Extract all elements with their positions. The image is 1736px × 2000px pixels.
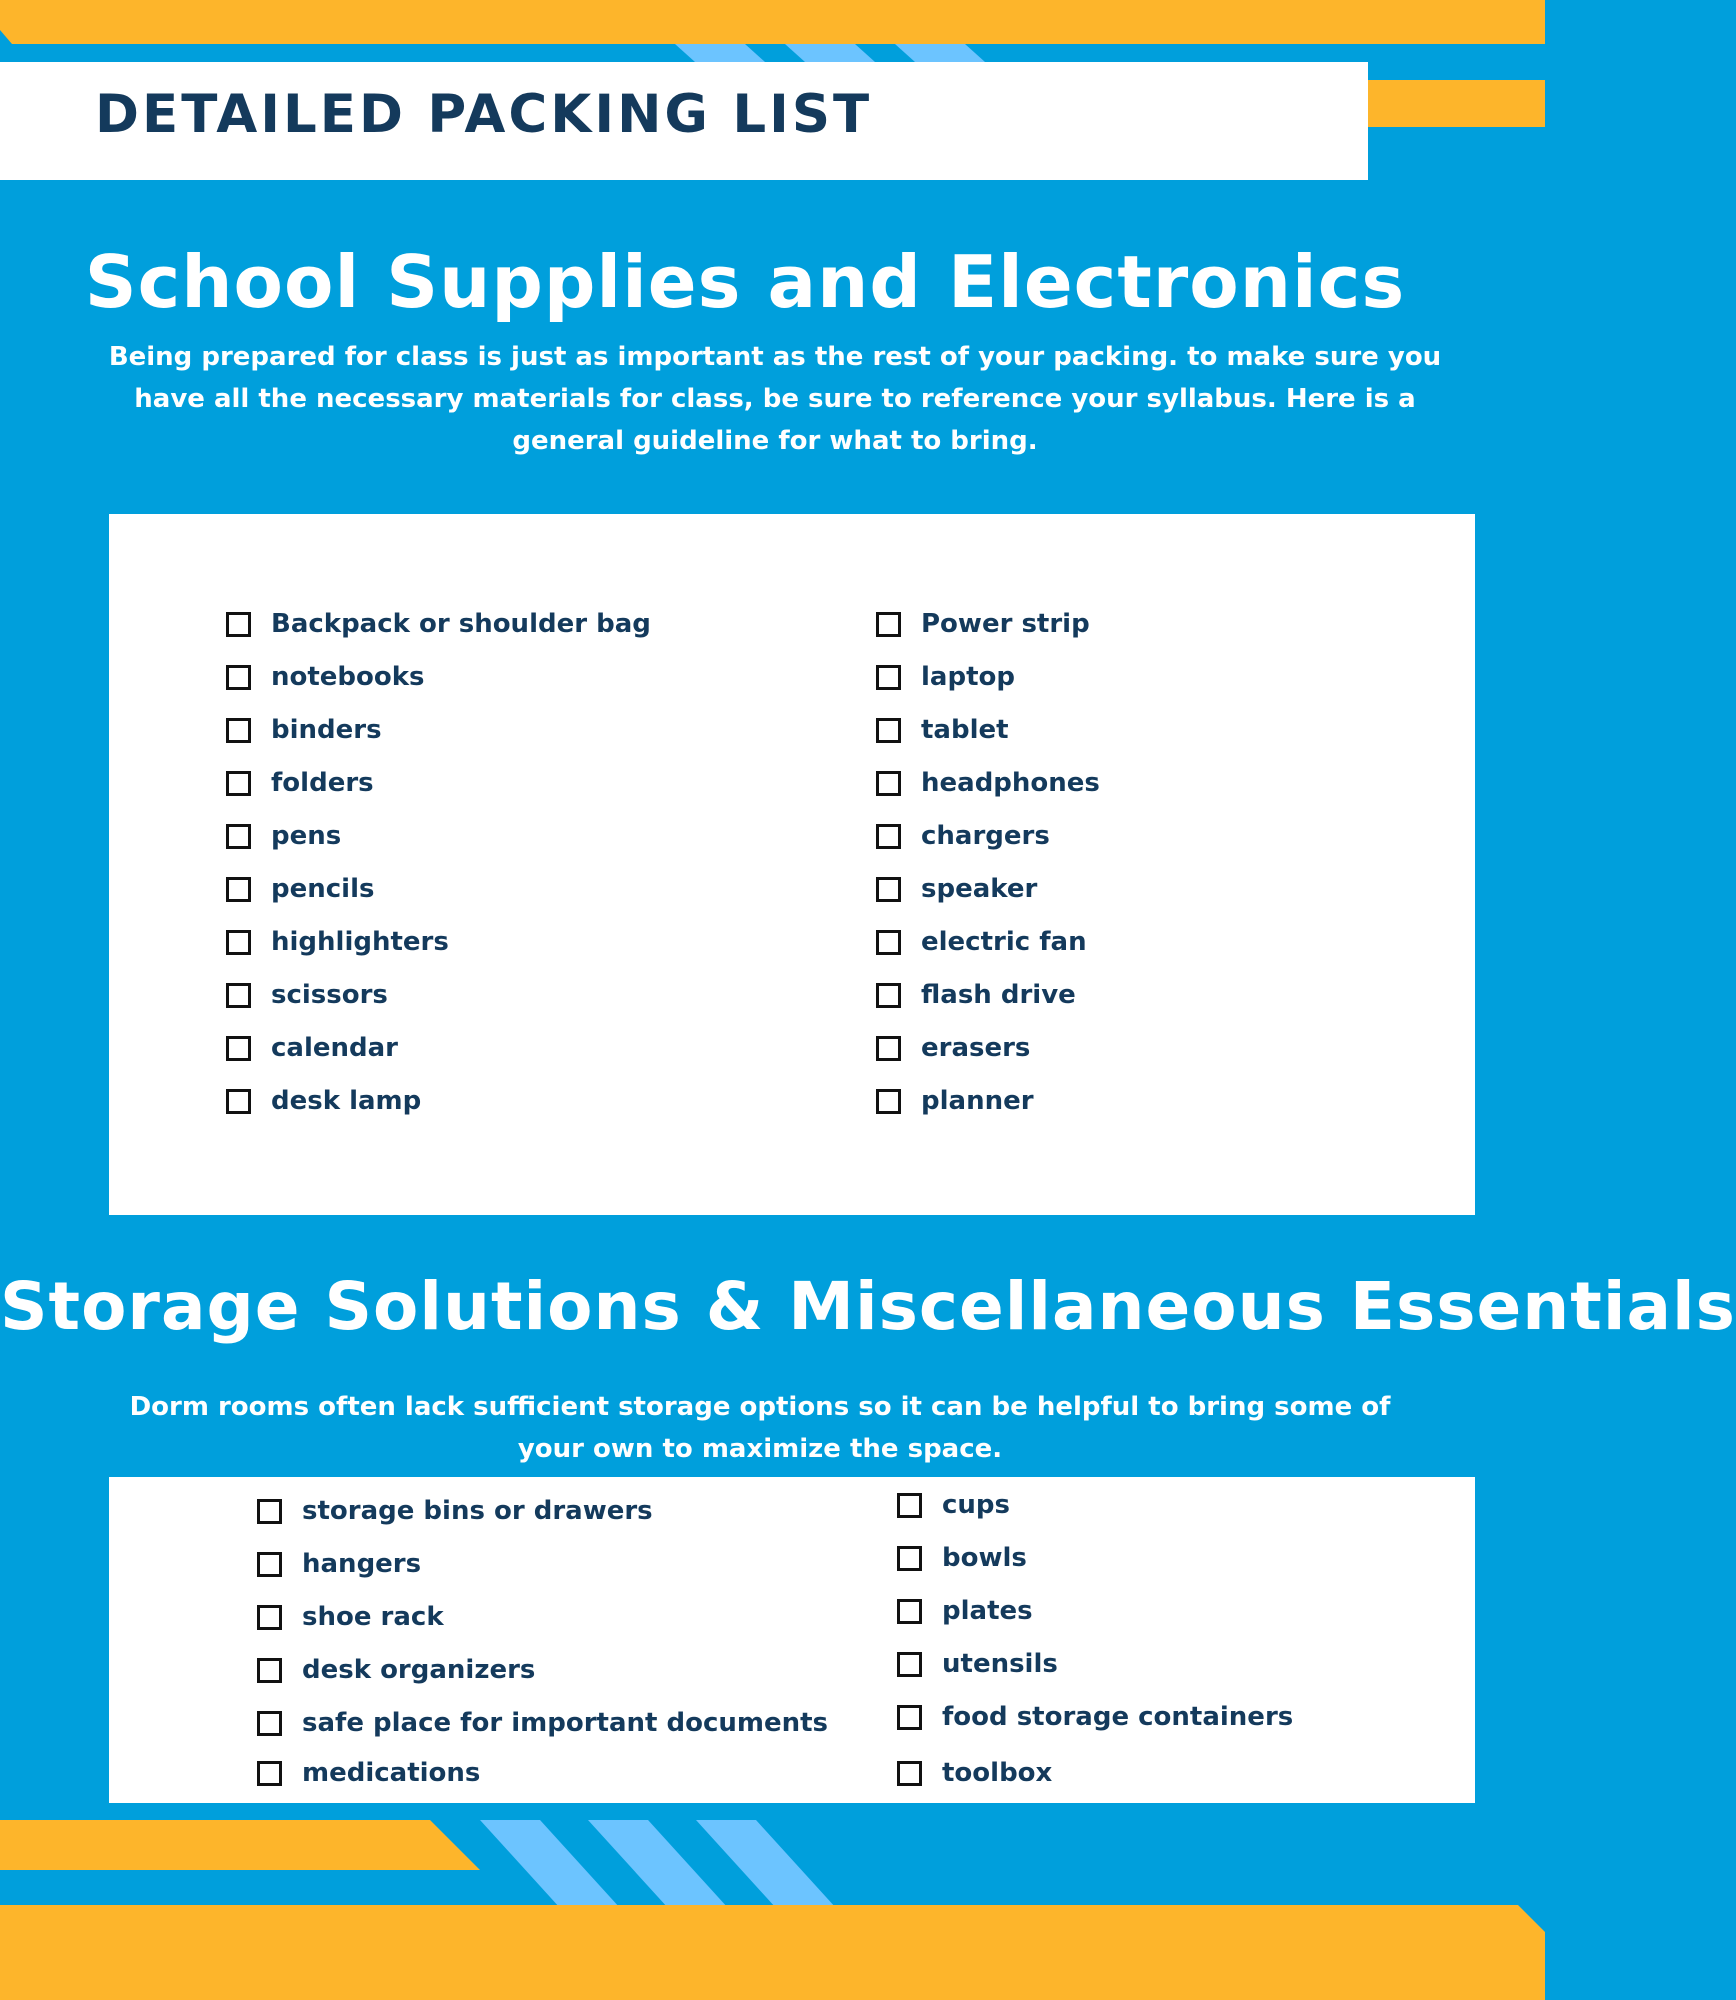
checklist-item[interactable] [257, 1544, 421, 1584]
checklist-item-label: tablet [921, 715, 1009, 745]
checklist-item-label: hangers [302, 1549, 422, 1579]
checkbox-icon[interactable] [876, 665, 901, 690]
bottom-stripe-3 [696, 1820, 836, 1908]
checkbox-icon[interactable] [876, 877, 901, 902]
checkbox-icon[interactable] [876, 612, 901, 637]
checklist-item-label: Backpack or shoulder bag [271, 609, 651, 639]
checklist-item-label: folders [271, 768, 374, 798]
checkbox-icon[interactable] [897, 1705, 922, 1730]
checklist-item-label: shoe rack [302, 1602, 444, 1632]
checklist-item[interactable] [226, 710, 382, 750]
checklist-item[interactable] [257, 1703, 828, 1743]
checkbox-icon[interactable] [876, 718, 901, 743]
checklist-item[interactable] [226, 763, 374, 803]
checklist-item-label: planner [921, 1086, 1034, 1116]
checkbox-icon[interactable] [876, 1036, 901, 1061]
checklist-item[interactable] [897, 1591, 1033, 1631]
checklist-item[interactable] [226, 975, 388, 1015]
checklist-item-label: safe place for important documents [302, 1708, 829, 1738]
checklist-item[interactable] [226, 1028, 398, 1068]
checklist-item[interactable] [876, 1028, 1030, 1068]
checklist-item-label: headphones [921, 768, 1100, 798]
checkbox-icon[interactable] [226, 718, 251, 743]
checklist-item[interactable] [876, 1081, 1034, 1121]
checklist-item-label: Power strip [921, 609, 1090, 639]
checkbox-icon[interactable] [257, 1605, 282, 1630]
checklist-item[interactable] [897, 1644, 1058, 1684]
checklist-item[interactable] [876, 604, 1090, 644]
section-intro-storage: Dorm rooms often lack sufficient storage options so it can be helpful to bring some of your own to maximize the space. [129, 1392, 1391, 1464]
checkbox-icon[interactable] [257, 1761, 282, 1786]
checkbox-icon[interactable] [876, 1089, 901, 1114]
checklist-item[interactable] [226, 604, 651, 644]
bottom-stripe-1 [480, 1820, 620, 1908]
checkbox-icon[interactable] [897, 1599, 922, 1624]
checklist-item[interactable] [876, 763, 1100, 803]
checkbox-icon[interactable] [257, 1658, 282, 1683]
checklist-item[interactable] [226, 816, 341, 856]
bottom-stripe-2 [588, 1820, 728, 1908]
checklist-item-label: food storage containers [942, 1702, 1294, 1732]
section-title-storage: Storage Solutions & Miscellaneous Essentials [0, 1268, 1736, 1345]
checkbox-icon[interactable] [226, 665, 251, 690]
checkbox-icon[interactable] [226, 612, 251, 637]
bottom-orange-bar [0, 1820, 480, 1870]
checkbox-icon[interactable] [876, 771, 901, 796]
checklist-item-label: speaker [921, 874, 1038, 904]
checklist-item[interactable] [897, 1697, 1293, 1737]
top-stripe-2 [785, 44, 875, 62]
checklist-item[interactable] [257, 1491, 653, 1531]
checklist-item-label: binders [271, 715, 382, 745]
checklist-item-label: notebooks [271, 662, 425, 692]
checklist-item-label: calendar [271, 1033, 398, 1063]
checklist-item-label: chargers [921, 821, 1050, 851]
top-stripe-1 [675, 44, 765, 62]
checklist-item-label: highlighters [271, 927, 449, 957]
checkbox-icon[interactable] [897, 1493, 922, 1518]
checklist-item[interactable] [897, 1485, 1010, 1525]
checklist-item[interactable] [226, 657, 425, 697]
checkbox-icon[interactable] [897, 1761, 922, 1786]
checkbox-icon[interactable] [257, 1711, 282, 1736]
checkbox-icon[interactable] [897, 1546, 922, 1571]
checklist-item[interactable] [226, 922, 449, 962]
checkbox-icon[interactable] [876, 930, 901, 955]
checkbox-icon[interactable] [226, 877, 251, 902]
checklist-item-label: toolbox [942, 1758, 1053, 1788]
checkbox-icon[interactable] [876, 824, 901, 849]
checklist-item[interactable] [226, 869, 374, 909]
checklist-item-label: erasers [921, 1033, 1031, 1063]
checkbox-icon[interactable] [257, 1552, 282, 1577]
checklist-item[interactable] [876, 657, 1015, 697]
checklist-item[interactable] [226, 1081, 421, 1121]
checkbox-icon[interactable] [226, 771, 251, 796]
checkbox-icon[interactable] [876, 983, 901, 1008]
section-title-school-supplies: School Supplies and Electronics [84, 240, 1406, 324]
checklist-item-label: laptop [921, 662, 1015, 692]
checklist-item[interactable] [257, 1650, 535, 1690]
checkbox-icon[interactable] [226, 1089, 251, 1114]
checklist-item-label: electric fan [921, 927, 1087, 957]
page-title: DETAILED PACKING LIST [95, 84, 873, 145]
checklist-item-label: plates [942, 1596, 1033, 1626]
checklist-item-label: desk lamp [271, 1086, 422, 1116]
checklist-item[interactable] [897, 1753, 1052, 1793]
checklist-item-label: pens [271, 821, 342, 851]
checkbox-icon[interactable] [226, 930, 251, 955]
checkbox-icon[interactable] [257, 1499, 282, 1524]
checklist-item-label: utensils [942, 1649, 1058, 1679]
checklist-item[interactable] [876, 869, 1037, 909]
checklist-item[interactable] [876, 975, 1076, 1015]
checklist-item[interactable] [897, 1538, 1027, 1578]
checkbox-icon[interactable] [226, 1036, 251, 1061]
checklist-item[interactable] [257, 1753, 480, 1793]
checklist-item-label: cups [942, 1490, 1011, 1520]
checkbox-icon[interactable] [226, 983, 251, 1008]
checklist-item-label: desk organizers [302, 1655, 536, 1685]
bottom-orange-band [0, 1905, 1545, 2000]
checklist-item-label: storage bins or drawers [302, 1496, 653, 1526]
checklist-item[interactable] [876, 922, 1087, 962]
checklist-item[interactable] [876, 816, 1050, 856]
top-orange-band [0, 0, 1545, 44]
checkbox-icon[interactable] [897, 1652, 922, 1677]
section-intro-school-supplies: Being prepared for class is just as important as the rest of your packing. to make sure you have all the necessary materials for class, be sure to reference your syllabus. Here is a general guideline for what to bring. [108, 342, 1442, 456]
checklist-item[interactable] [876, 710, 1009, 750]
checkbox-icon[interactable] [226, 824, 251, 849]
right-orange-bar [1368, 80, 1545, 127]
top-stripe-3 [895, 44, 985, 62]
checklist-item-label: medications [302, 1758, 481, 1788]
checklist-item-label: pencils [271, 874, 375, 904]
checklist-item[interactable] [257, 1597, 444, 1637]
checklist-item-label: scissors [271, 980, 388, 1010]
checklist-item-label: bowls [942, 1543, 1027, 1573]
checklist-item-label: flash drive [921, 980, 1076, 1010]
